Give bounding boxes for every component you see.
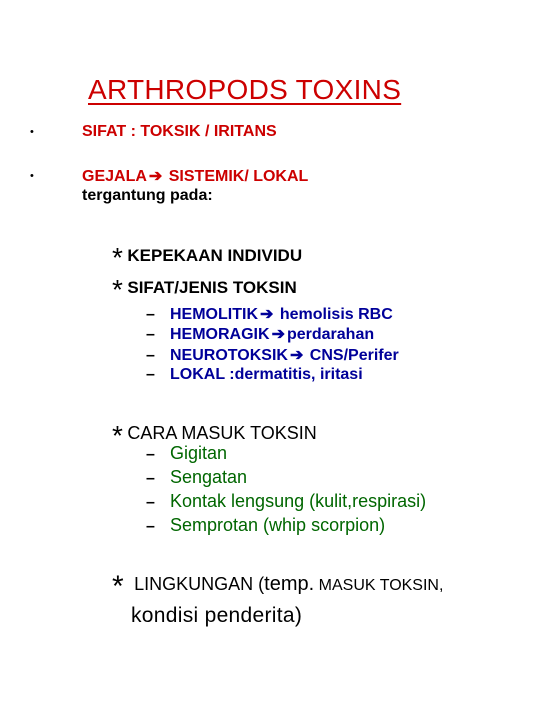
sifat-item-label: NEUROTOKSIK — [170, 347, 288, 364]
sifat-jenis-line — [112, 268, 297, 305]
sifat-item — [146, 366, 363, 384]
kondisi-penderita-line: kondisi penderita) — [131, 604, 303, 627]
star-marker: * — [112, 570, 124, 603]
sifat-item-desc: CNS/Perifer — [305, 347, 399, 364]
dash-marker: – — [146, 366, 155, 383]
kepekaan-line — [112, 236, 303, 273]
sifat-item-desc: perdarahan — [286, 326, 375, 343]
sifat-item-desc: hemolisis RBC — [275, 306, 393, 323]
dash-marker: – — [146, 306, 155, 323]
gejala-line — [82, 166, 308, 186]
arrow-icon: ➔ — [148, 168, 163, 185]
page-title: ARTHROPODS TOXINS — [88, 74, 402, 105]
bullet-marker: • — [30, 126, 34, 138]
cara-masuk-line — [112, 414, 317, 451]
cara-item — [146, 515, 385, 536]
cara-item-label: Sengatan — [170, 467, 248, 487]
sifat-item — [146, 345, 399, 365]
kepekaan-text: KEPEKAAN INDIVIDU — [127, 246, 303, 265]
lingkungan-text-a: LINGKUNGAN ( — [134, 574, 265, 594]
cara-item — [146, 467, 247, 488]
dash-marker: – — [146, 446, 155, 463]
tergantung-line: tergantung pada: — [82, 187, 213, 204]
star-marker: * — [112, 420, 123, 451]
star-marker: * — [112, 274, 123, 305]
sifat-item-label: LOKAL :dermatitis, iritasi — [170, 366, 363, 383]
cara-item-label: Semprotan (whip scorpion) — [170, 515, 386, 535]
dash-marker: – — [146, 347, 155, 364]
bullet-marker: • — [30, 170, 34, 182]
arrow-icon: ➔ — [289, 347, 304, 364]
sifat-item — [146, 304, 393, 324]
cara-item-label: Kontak lengsung (kulit,respirasi) — [170, 491, 427, 511]
lingkungan-line — [112, 564, 444, 603]
lingkungan-text-c: MASUK TOKSIN, — [314, 577, 444, 594]
dash-marker: – — [146, 470, 155, 487]
star-marker: * — [112, 242, 123, 273]
dash-marker: – — [146, 518, 155, 535]
cara-item — [146, 491, 426, 512]
sistemik-lokal-text: SISTEMIK/ LOKAL — [164, 168, 309, 185]
cara-item — [146, 443, 227, 464]
gejala-label: GEJALA — [82, 168, 147, 185]
sifat-item-label: HEMOLITIK — [170, 306, 258, 323]
cara-item-label: Gigitan — [170, 443, 228, 463]
arrow-icon: ➔ — [260, 306, 274, 323]
sifat-toksik-line: SIFAT : TOKSIK / IRITANS — [82, 123, 277, 140]
dash-marker: – — [146, 326, 155, 343]
arrow-icon: ➔ — [271, 326, 285, 343]
sifat-jenis-text: SIFAT/JENIS TOKSIN — [127, 278, 297, 297]
sifat-item — [146, 324, 374, 344]
sifat-item-label: HEMORAGIK — [170, 326, 270, 343]
dash-marker: – — [146, 494, 155, 511]
lingkungan-text-b: temp. — [264, 573, 315, 595]
cara-masuk-text: CARA MASUK TOKSIN — [127, 423, 317, 443]
